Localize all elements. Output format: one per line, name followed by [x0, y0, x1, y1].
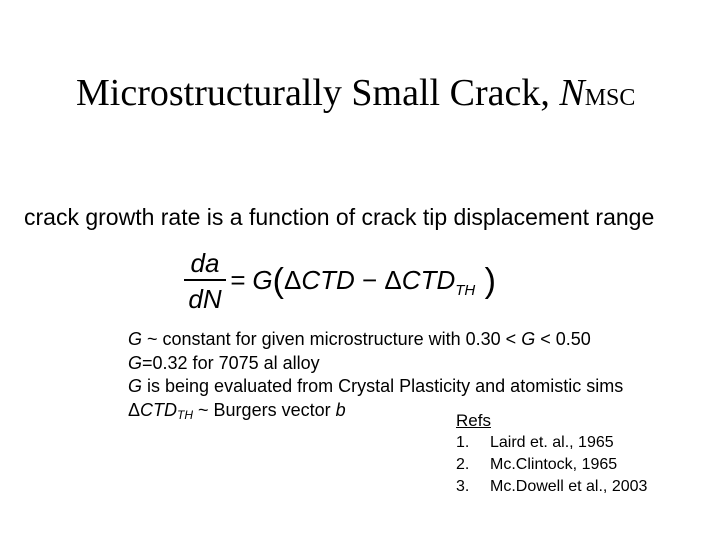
fraction-numerator: da [190, 248, 220, 278]
ref-item [456, 476, 647, 498]
note-var: b [335, 399, 346, 420]
ref-number: 2. [456, 456, 470, 473]
ref-number: 3. [456, 478, 470, 495]
note-var: CTD [140, 399, 178, 420]
delta-symbol-2: Δ [384, 265, 402, 295]
note-var: G [521, 329, 536, 349]
th-subscript: TH [455, 282, 476, 299]
ref-text: Laird et. al., 1965 [490, 434, 614, 451]
ref-text: Mc.Dowell et al., 2003 [490, 478, 648, 495]
rhs-prefix: = G [230, 265, 273, 295]
ref-text: Mc.Clintock, 1965 [490, 456, 618, 473]
note-line [128, 328, 623, 352]
title-main: Microstructurally Small Crack, [76, 72, 560, 114]
intro-text: crack growth rate is a function of crack tip displacement range [24, 204, 655, 230]
note-var: G [128, 352, 143, 373]
note-line [128, 352, 623, 376]
note-text: =0.32 for 7075 al alloy [142, 352, 320, 373]
ref-item [456, 454, 647, 476]
fraction [184, 248, 226, 314]
paren-close: ) [475, 262, 497, 300]
note-var: G [128, 329, 143, 349]
refs-title: Refs [456, 411, 491, 430]
ref-item [456, 432, 647, 454]
note-line [128, 375, 623, 399]
note-text: ~ Burgers vector [193, 399, 336, 420]
delta-symbol: Δ [283, 265, 302, 295]
delta-symbol: Δ [128, 399, 141, 420]
note-text: is being evaluated from Crystal Plasticity and atomistic sims [142, 376, 624, 396]
equation-rhs [230, 262, 497, 306]
minus-sign: − [354, 265, 385, 295]
fraction-bar [184, 279, 226, 281]
note-var: G [128, 376, 143, 396]
slide-title [76, 74, 635, 112]
ctd-th-term: CTD [401, 265, 456, 295]
title-variable: N [559, 72, 585, 114]
ctd-term: CTD [301, 265, 355, 295]
ref-number: 1. [456, 434, 470, 451]
references [456, 410, 647, 498]
note-subscript: TH [177, 407, 194, 422]
fraction-denominator: dN [188, 284, 222, 314]
note-text: < 0.50 [535, 329, 591, 349]
note-text: ~ constant for given microstructure with 0.30 < [142, 329, 522, 349]
paren-open: ( [272, 262, 284, 300]
title-subscript: MSC [584, 85, 636, 111]
